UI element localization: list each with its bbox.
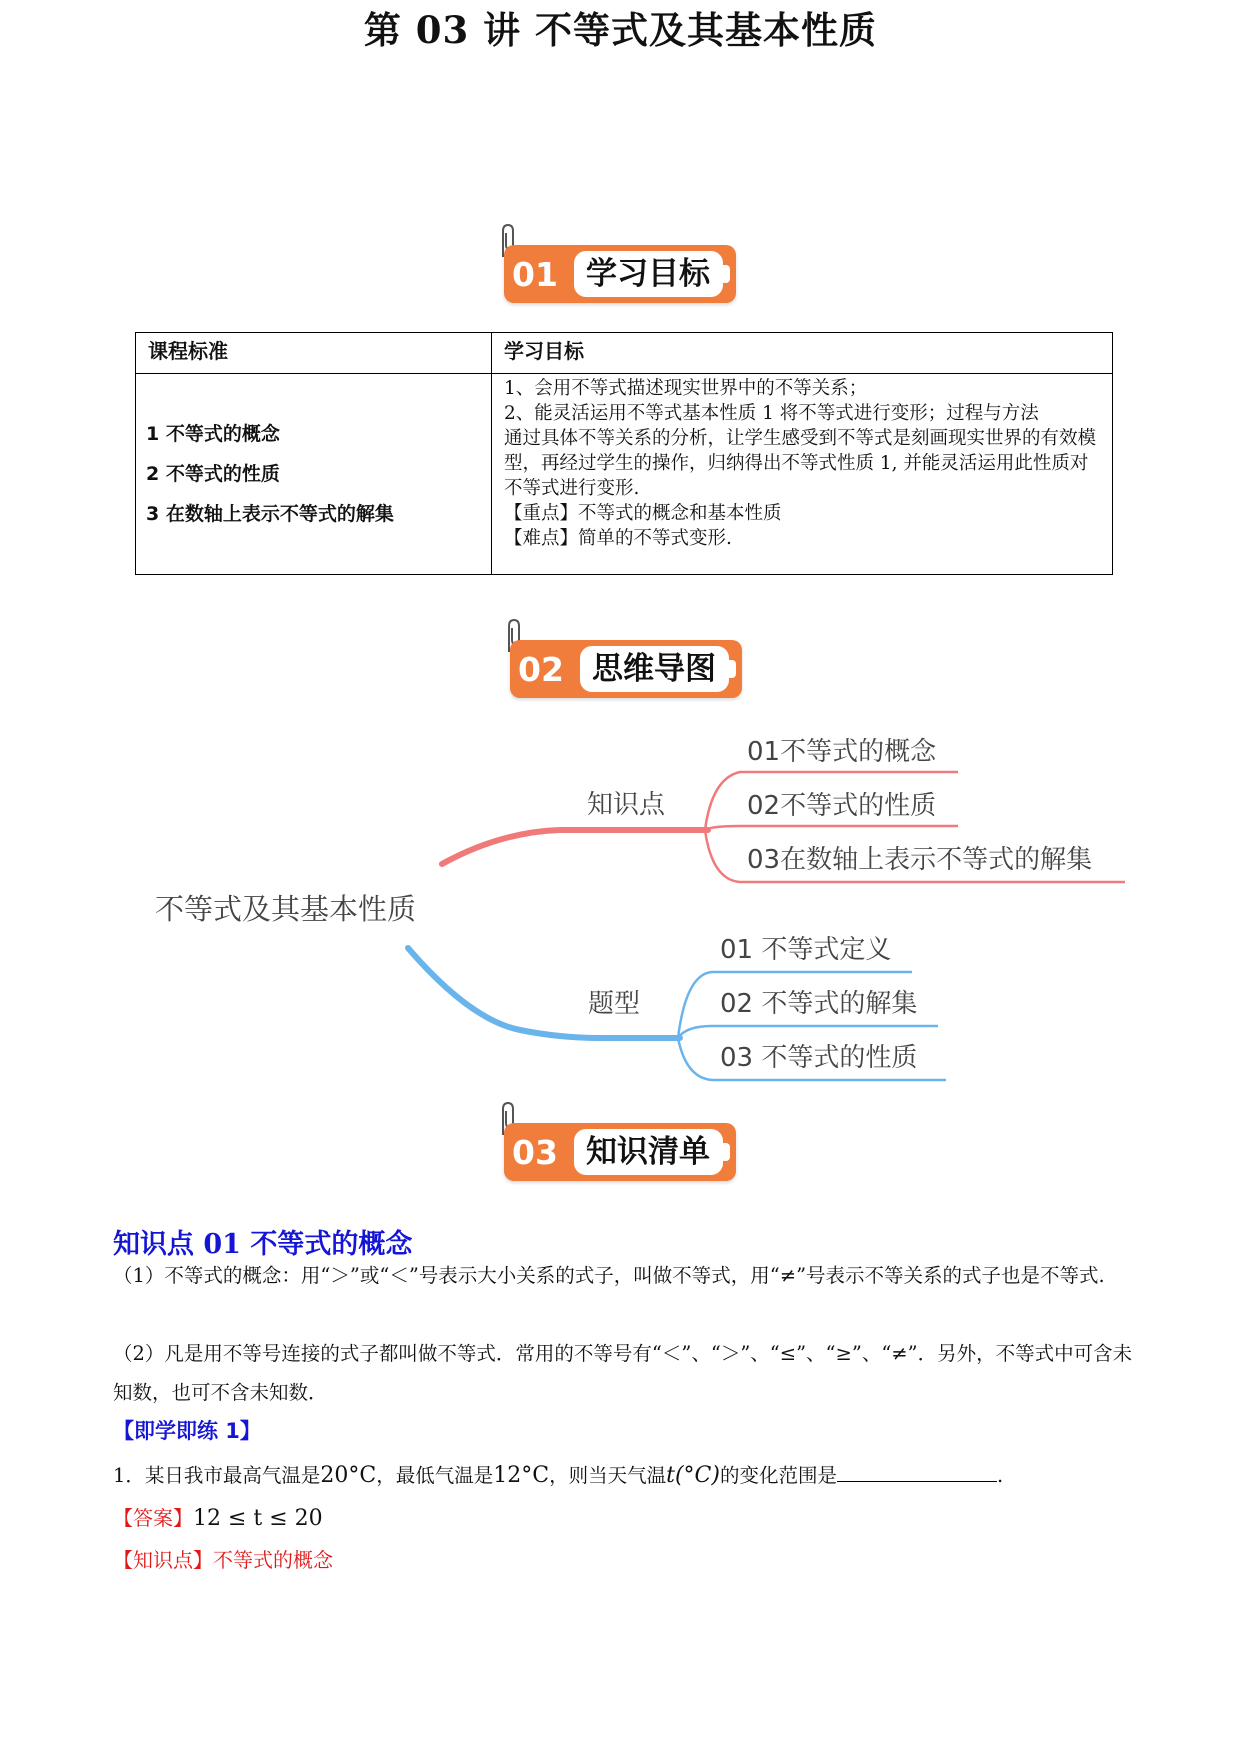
section-label: 知识清单 bbox=[574, 1129, 723, 1175]
table-header-goal: 学习目标 bbox=[492, 333, 1113, 374]
mindmap-leaf: 01 不等式定义 bbox=[720, 935, 892, 965]
section-badge-02 bbox=[503, 618, 750, 704]
answer-blank[interactable] bbox=[837, 1461, 997, 1482]
practice-heading bbox=[113, 1412, 1133, 1451]
page-title: 第 03 讲 不等式及其基本性质 bbox=[363, 8, 878, 52]
mind-map bbox=[0, 700, 1241, 1100]
leaf-connector bbox=[705, 826, 958, 830]
question-text: ，则当天气温 bbox=[549, 1464, 667, 1487]
question-text: 的变化范围是 bbox=[719, 1464, 837, 1487]
goal-line: 通过具体不等关系的分析，让学生感受到不等式是刻画现实世界的有效模型，再经过学生的操作，归纳得出不等式性质 1, 并能灵活运用此性质对不等式进行变形. bbox=[504, 428, 1097, 499]
goal-line: 【重点】不等式的概念和基本性质 bbox=[504, 503, 782, 524]
section-number: 02 bbox=[518, 650, 564, 689]
mindmap-branch: 知识点 bbox=[587, 790, 666, 820]
temp-high: 20°C bbox=[320, 1463, 377, 1488]
knowledge-point-line bbox=[113, 1541, 1133, 1580]
answer-label: 【答案】 bbox=[113, 1506, 193, 1530]
table-header-standard: 课程标准 bbox=[136, 333, 492, 374]
mindmap-root: 不等式及其基本性质 bbox=[155, 892, 417, 926]
goal-line: 2、能灵活运用不等式基本性质 1 将不等式进行变形；过程与方法 bbox=[504, 403, 1039, 424]
question-text: ，最低气温是 bbox=[376, 1464, 494, 1487]
standard-item: 3 在数轴上表示不等式的解集 bbox=[146, 503, 394, 525]
goal-line: 【难点】简单的不等式变形. bbox=[504, 528, 732, 549]
standard-item: 1 不等式的概念 bbox=[146, 423, 280, 445]
branch-connector bbox=[442, 830, 708, 864]
question-1 bbox=[113, 1456, 1133, 1495]
temp-low: 12°C bbox=[493, 1463, 550, 1488]
mindmap-leaf: 03在数轴上表示不等式的解集 bbox=[747, 845, 1093, 875]
mindmap-leaf: 03 不等式的性质 bbox=[720, 1043, 918, 1073]
section-number: 01 bbox=[512, 255, 558, 294]
goal-table bbox=[135, 332, 1113, 575]
practice-label: 【即学即练 1】 bbox=[113, 1419, 261, 1443]
kp-value: 不等式的概念 bbox=[213, 1548, 333, 1572]
section-label: 学习目标 bbox=[574, 251, 723, 297]
mindmap-leaf: 02 不等式的解集 bbox=[720, 989, 918, 1019]
paragraph-2: （2）凡是用不等号连接的式子都叫做不等式．常用的不等号有“＜”、“＞”、“≤”、“≥”、“≠”．另外，不等式中可含未知数，也可不含未知数． bbox=[113, 1342, 1133, 1404]
temp-variable: t(°C) bbox=[666, 1463, 720, 1488]
section-badge-03 bbox=[497, 1101, 744, 1187]
knowledge-heading: 知识点 01 不等式的概念 bbox=[113, 1229, 413, 1260]
section-badge-01 bbox=[497, 223, 744, 309]
mindmap-branch: 题型 bbox=[588, 989, 641, 1019]
leaf-connector bbox=[678, 1026, 938, 1038]
section-number: 03 bbox=[512, 1133, 558, 1172]
section-label: 思维导图 bbox=[580, 646, 729, 692]
goals-cell bbox=[492, 374, 1113, 575]
standard-item: 2 不等式的性质 bbox=[146, 463, 280, 485]
answer-line bbox=[113, 1499, 1133, 1538]
question-end: . bbox=[996, 1464, 1004, 1487]
paragraph-1: （1）不等式的概念：用“＞”或“＜”号表示大小关系的式子，叫做不等式，用“≠”号表示不等关系的式子也是不等式. bbox=[113, 1264, 1105, 1287]
standards-cell bbox=[136, 374, 492, 575]
mindmap-leaf: 01不等式的概念 bbox=[747, 737, 937, 767]
mindmap-leaf: 02不等式的性质 bbox=[747, 791, 937, 821]
kp-label: 【知识点】 bbox=[113, 1548, 213, 1572]
question-text: 1．某日我市最高气温是 bbox=[113, 1464, 321, 1487]
answer-value: 12 ≤ t ≤ 20 bbox=[193, 1506, 323, 1531]
goal-line: 1、会用不等式描述现实世界中的不等关系； bbox=[504, 378, 868, 399]
